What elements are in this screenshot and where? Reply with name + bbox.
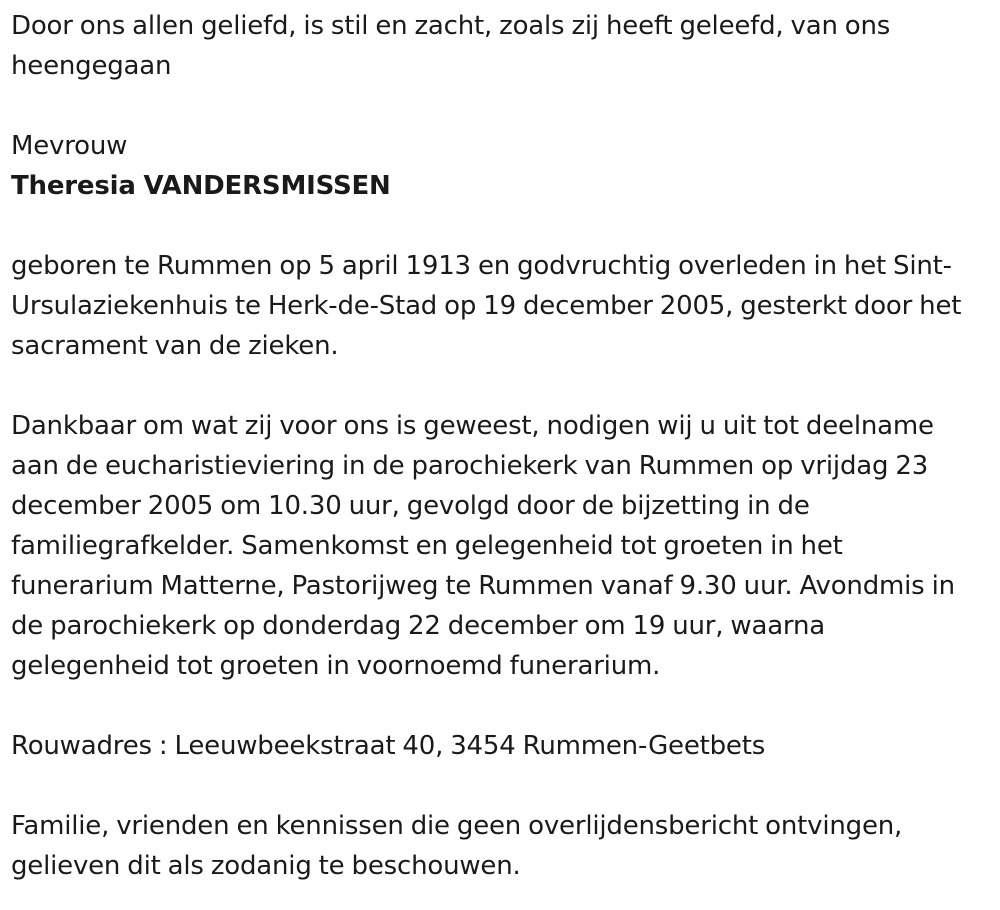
mourning-address: Rouwadres : Leeuwbeekstraat 40, 3454 Rummen-Geetbets <box>11 731 766 761</box>
closing-text: Familie, vrienden en kennissen die geen overlijdensbericht ontvingen, gelieven dit als zodanig te beschouwen. <box>11 811 903 881</box>
birth-death-text: geboren te Rummen op 5 april 1913 en godvruchtig overleden in het Sint-Ursulaziekenhuis te Herk-de-Stad op 19 december 2005, gesterkt door het sacrament van de zieken. <box>11 251 962 361</box>
spacer <box>11 86 969 126</box>
spacer <box>11 206 969 246</box>
salutation: Mevrouw <box>11 131 128 161</box>
ceremony-text: Dankbaar om wat zij voor ons is geweest, nodigen wij u uit tot deelname aan de eucharistieviering in de parochiekerk van Rummen op vrijdag 23 december 2005 om 10.30 uur, gevolgd door de bijzetting in de familiegrafkelder. Samenkomst en gelegenheid tot groeten in het funerarium Matterne, Pastorijweg te Rummen vanaf 9.30 uur. Avondmis in de parochiekerk op donderdag 22 december om 19 uur, waarna gelegenheid tot groeten in voornoemd funerarium. <box>11 411 955 681</box>
deceased-name: Theresia VANDERSMISSEN <box>11 171 391 201</box>
spacer <box>11 766 969 806</box>
spacer <box>11 686 969 726</box>
intro-text: Door ons allen geliefd, is stil en zacht, zoals zij heeft geleefd, van ons heengegaan <box>11 11 891 81</box>
spacer <box>11 366 969 406</box>
